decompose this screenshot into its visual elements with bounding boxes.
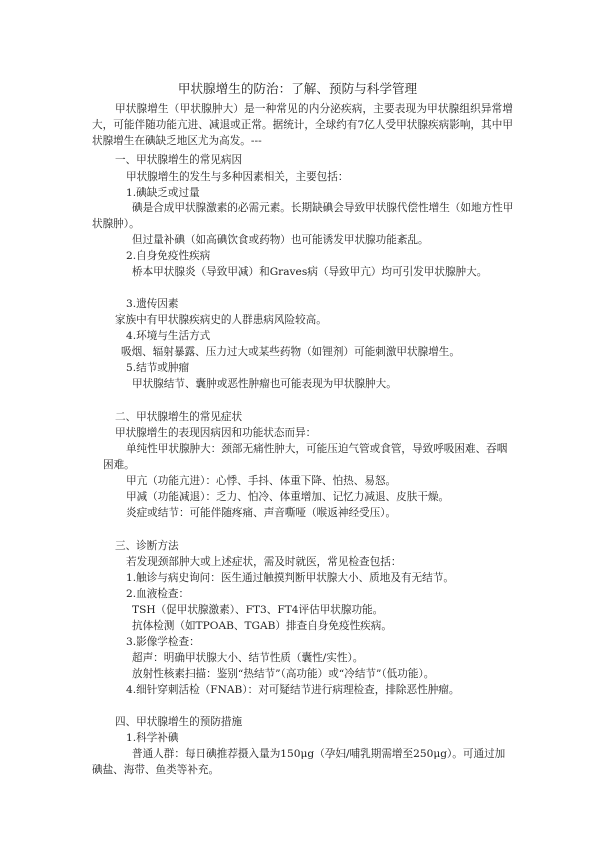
prevention-1-text: 普通人群：每日碘推荐摄入量为150μg（孕妇/哺乳期需增至250μg）。可通过加碘盐、海带、鱼类等补充。 [92, 748, 506, 777]
cause-2-title: 2.自身免疫性疾病 [126, 250, 211, 262]
symptom-hyperthyroidism: 甲亢（功能亢进）：心悸、手抖、体重下降、怕热、易怒。 [126, 475, 397, 487]
section-1-lead: 甲状腺增生的发生与多种因素相关，主要包括： [126, 171, 349, 183]
cause-1-text-2: 但过量补碘（如高碘饮食或药物）也可能诱发甲状腺功能紊乱。 [132, 234, 429, 246]
cause-3-title: 3.遗传因素 [126, 298, 179, 310]
method-blood-test-title: 2.血液检查： [126, 588, 190, 600]
prevention-1-title: 1.科学补碘 [126, 732, 179, 744]
cause-1-title: 1.碘缺乏或过量 [126, 187, 200, 199]
cause-4-title: 4.环境与生活方式 [126, 330, 211, 342]
intro-paragraph: 甲状腺增生（甲状腺肿大）是一种常见的内分泌疾病，主要表现为甲状腺组织异常增大，可能伴随功能亢进、减退或正常。据统计，全球约有7亿人受甲状腺疾病影响，其中甲状腺增生在碘缺乏地区尤为高发。--- [92, 103, 513, 148]
method-blood-test-tsh: TSH（促甲状腺激素）、FT3、FT4评估甲状腺功能。 [132, 604, 384, 616]
symptom-inflammation-nodule: 炎症或结节：可能伴随疼痛、声音嘶哑（喉返神经受压）。 [126, 507, 397, 519]
method-palpation: 1.触诊与病史询问：医生通过触摸判断甲状腺大小、质地及有无结节。 [126, 572, 454, 584]
document-title: 甲状腺增生的防治：了解、预防与科学管理 [177, 81, 418, 96]
cause-4-text: 吸烟、辐射暴露、压力过大或某些药物（如锂剂）可能刺激甲状腺增生。 [121, 346, 460, 358]
section-3-lead: 若发现颈部肿大或上述症状，需及时就医，常见检查包括： [126, 556, 402, 568]
cause-1-text-1: 碘是合成甲状腺激素的必需元素。长期缺碘会导致甲状腺代偿性增生（如地方性甲状腺肿）。 [92, 202, 514, 231]
section-2-lead: 甲状腺增生的表现因病因和功能状态而异： [115, 427, 317, 439]
cause-3-text: 家族中有甲状腺疾病史的人群患病风险较高。 [115, 314, 327, 326]
section-3-heading: 三、诊断方法 [115, 540, 179, 552]
section-1-heading: 一、甲状腺增生的常见病因 [115, 154, 243, 166]
symptom-simple-goiter: 单纯性甲状腺肿大：颈部无痛性肿大，可能压迫气管或食管，导致呼吸困难、吞咽困难。 [103, 443, 508, 472]
cause-5-text: 甲状腺结节、囊肿或恶性肿瘤也可能表现为甲状腺肿大。 [132, 378, 397, 390]
method-fnab: 4.细针穿刺活检（FNAB）：对可疑结节进行病理检查，排除恶性肿瘤。 [126, 684, 460, 696]
method-imaging-ultrasound: 超声：明确甲状腺大小、结节性质（囊性/实性）。 [132, 652, 364, 664]
method-imaging-scan: 放射性核素扫描：鉴别“热结节”（高功能）或“冷结节”（低功能）。 [132, 668, 435, 680]
symptom-hypothyroidism: 甲减（功能减退）：乏力、怕冷、体重增加、记忆力减退、皮肤干燥。 [126, 491, 450, 503]
section-4-heading: 四、甲状腺增生的预防措施 [115, 716, 243, 728]
section-2-heading: 二、甲状腺增生的常见症状 [115, 411, 243, 423]
method-blood-test-antibody: 抗体检测（如TPOAB、TGAB）排查自身免疫性疾病。 [132, 620, 392, 632]
cause-5-title: 5.结节或肿瘤 [126, 362, 190, 374]
cause-2-text: 桥本甲状腺炎（导致甲减）和Graves病（导致甲亢）均可引发甲状腺肿大。 [132, 266, 488, 278]
method-imaging-title: 3.影像学检查： [126, 636, 200, 648]
